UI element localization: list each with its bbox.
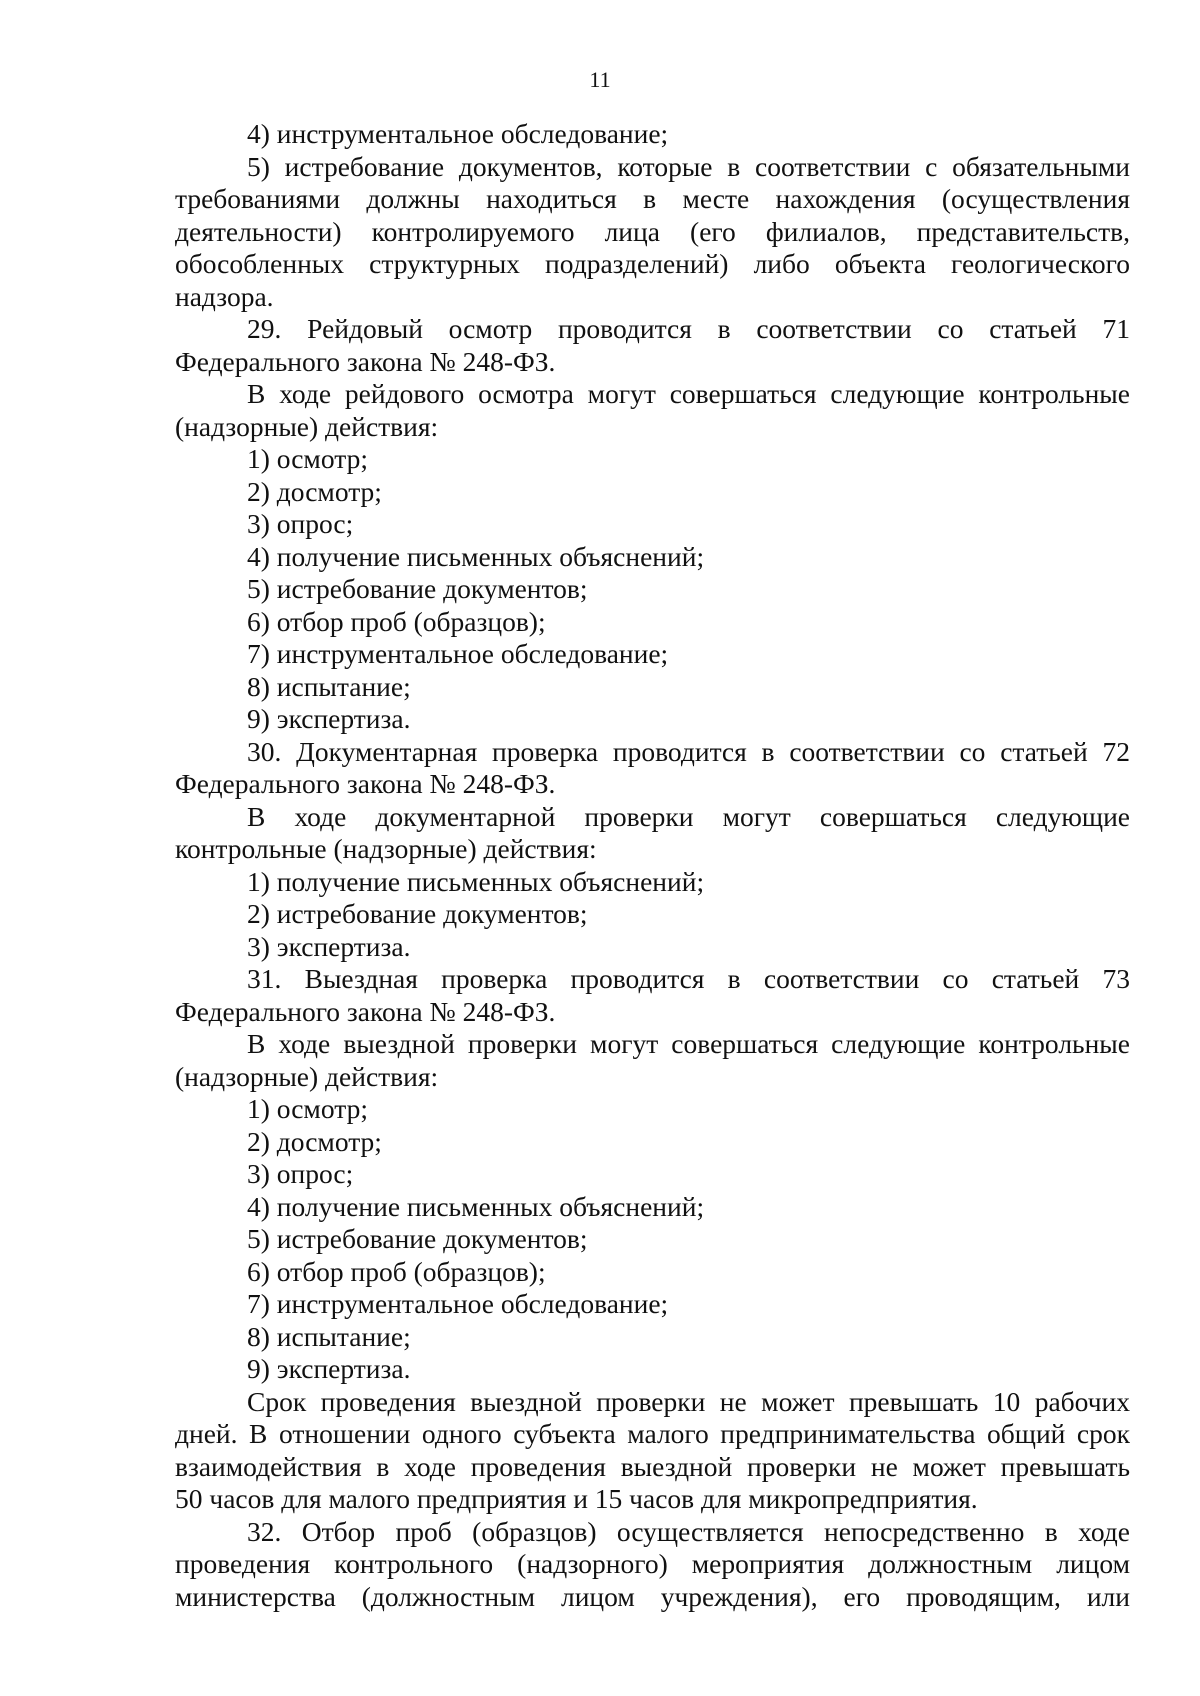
text-line: 1) получение письменных объяснений; (247, 865, 705, 897)
text-line: Федерального закона № 248-ФЗ. (175, 345, 556, 377)
text-line: деятельности) контролируемого лица (его филиалов, представительств, (175, 215, 1130, 247)
text-line: 7) инструментальное обследование; (247, 1288, 669, 1319)
text-line: 8) испытание; (247, 1320, 411, 1352)
text-line: 3) опрос; (247, 1158, 354, 1189)
text-line: 9) экспертиза. (247, 1353, 411, 1384)
text-line: проведения контрольного (надзорного) мероприятия должностным лицом (175, 1548, 1130, 1579)
text-line: 8) испытание; (247, 670, 411, 702)
text-line: 50 часов для малого предприятия и 15 часов для микропредприятия. (175, 1483, 978, 1514)
text-line: 9) экспертиза. (247, 703, 411, 734)
text-line: 4) инструментальное обследование; (247, 118, 669, 149)
text-line: В ходе документарной проверки могут совершаться следующие (247, 800, 1130, 832)
text-line: Срок проведения выездной проверки не может превышать 10 рабочих (247, 1385, 1130, 1417)
text-line: Федерального закона № 248-ФЗ. (175, 995, 556, 1027)
text-line: 1) осмотр; (247, 1093, 368, 1124)
text-line: Федерального закона № 248-ФЗ. (175, 768, 556, 799)
text-line: 32. Отбор проб (образцов) осуществляется непосредственно в ходе (247, 1515, 1130, 1547)
text-line: взаимодействия в ходе проведения выездной проверки не может превышать (175, 1450, 1130, 1482)
text-line: 4) получение письменных объяснений; (247, 540, 705, 572)
text-line: контрольные (надзорные) действия: (175, 833, 597, 864)
text-line: (надзорные) действия: (175, 1060, 439, 1092)
text-line: 7) инструментальное обследование; (247, 638, 669, 669)
text-line: 5) истребование документов, которые в соответствии с обязательными (247, 150, 1130, 182)
text-line: надзора. (175, 280, 274, 312)
text-line: 2) истребование документов; (247, 898, 588, 929)
text-line: 3) опрос; (247, 508, 354, 539)
text-line: 6) отбор проб (образцов); (247, 1255, 546, 1287)
text-line: 30. Документарная проверка проводится в соответствии со статьей 72 (247, 735, 1130, 767)
text-line: 29. Рейдовый осмотр проводится в соответствии со статьей 71 (247, 313, 1130, 344)
text-line: 5) истребование документов; (247, 1223, 588, 1254)
text-line: 1) осмотр; (247, 443, 368, 474)
text-line: требованиями должны находиться в месте нахождения (осуществления (175, 183, 1130, 214)
text-line: обособленных структурных подразделений) либо объекта геологического (175, 248, 1130, 279)
text-line: 2) досмотр; (247, 1125, 382, 1157)
text-line: 4) получение письменных объяснений; (247, 1190, 705, 1222)
text-line: министерства (должностным лицом учреждения), его проводящим, или (175, 1580, 1130, 1612)
text-line: дней. В отношении одного субъекта малого предпринимательства общий срок (175, 1418, 1130, 1449)
text-line: (надзорные) действия: (175, 410, 439, 442)
text-line: В ходе рейдового осмотра могут совершаться следующие контрольные (247, 378, 1130, 409)
page-number: 11 (589, 67, 611, 92)
text-line: 3) экспертиза. (247, 930, 411, 962)
text-line: 5) истребование документов; (247, 573, 588, 604)
text-line: 6) отбор проб (образцов); (247, 605, 546, 637)
document-body (175, 118, 1130, 1613)
text-line: 2) досмотр; (247, 475, 382, 507)
text-line: 31. Выездная проверка проводится в соответствии со статьей 73 (247, 963, 1130, 994)
text-line: В ходе выездной проверки могут совершаться следующие контрольные (247, 1028, 1130, 1059)
